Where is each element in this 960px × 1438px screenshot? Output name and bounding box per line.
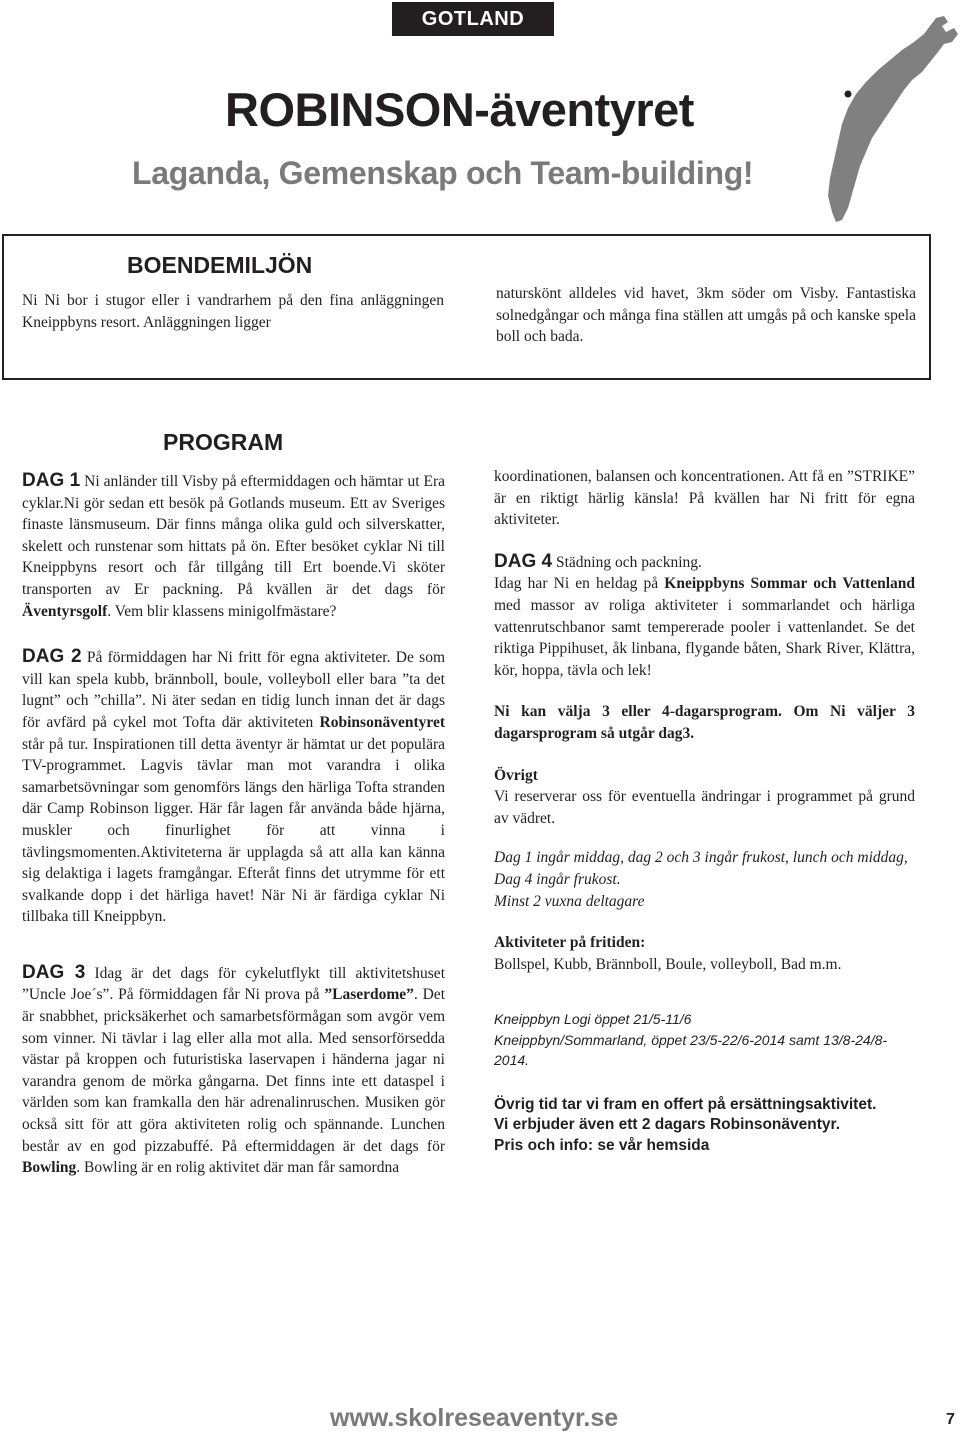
day3-text-end: . Bowling är en rolig aktivitet där man får samordna <box>76 1159 400 1177</box>
day4-text-end: med massor av roliga aktiviteter i sommarlandet och härliga vattenrutschbanor samt tempererade pooler i vattenlandet. Se det riktiga Pippihuset, åk linbana, flygande båten, Shark River, Klättra, kör, hoppa, tävla och lek! <box>494 596 915 679</box>
day4-text: Idag har Ni en heldag på <box>494 575 665 593</box>
day3-text-mid: . Det är snabbhet, pricksäkerhet och samarbetsförmågan som avgör vem som vinner. Ni tävlar i lag eller alla mot alla. Med sensorförsedda västar på kroppen och futuristiska laservapen i händerna jagar ni varandra genom de mörka gångarna. Det finns inte ett dataspel i världen som kan framkalla den här adrenalinruschen. Musiken gör också sitt för att göra aktiviteten rolig och spännande. Lunchen består av en god pizzabuffé. På eftermiddagen är det dags för <box>22 986 445 1155</box>
day1-text: Ni anländer till Visby på eftermiddagen och hämtar ut Era cyklar.Ni gör sedan ett besök på Gotlands museum. Ett av Sveriges finaste länsmuseum. Där finns många olika guld och silverskatter, skelett och runstenar som hittats på ön. Efter besöket cyklar Ni till Kneippbyns resort och får tillgång till Ert boende.Vi sköter transporten av Er packning. På kvällen är det dags för <box>22 473 445 598</box>
other-text: Vi reserverar oss för eventuella ändringar i programmet på grund av vädret. <box>494 788 915 827</box>
offer-line-3: Pris och info: se vår hemsida <box>494 1136 710 1154</box>
day3-highlight2: Bowling <box>22 1159 77 1177</box>
offer-line-2: Vi erbjuder även ett 2 dagars Robinsonäventyr. <box>494 1116 840 1134</box>
page-number: 7 <box>946 1411 955 1428</box>
gotland-island-map-icon <box>826 14 960 224</box>
leisure-text: Bollspel, Kubb, Brännboll, Boule, volleyboll, Bad m.m. <box>494 955 842 973</box>
dates-line-2: Kneippbyn/Sommarland, öppet 23/5-22/6-2014 samt 13/8-24/8-2014. <box>494 1031 888 1069</box>
day2-label: DAG 2 <box>22 646 82 668</box>
meals-note: Dag 1 ingår middag, dag 2 och 3 ingår frukost, lunch och middag, Dag 4 ingår frukost. <box>494 849 908 888</box>
region-tag: GOTLAND <box>392 2 554 36</box>
day3-label: DAG 3 <box>22 961 86 983</box>
day2-text-end: står på tur. Inspirationen till detta äventyr är hämtat ur det populära TV-programmet. Lagvis tävlar man mot varandra i olika samarbetsövningar som genomförs längs den härliga Tofta stranden där Camp Robinson ligger. Här får lagen får använda både hjärna, muskler och finurlighet för att vinna i tävlingsmomenten.Aktiviteterna är upplagda så att alla kan känna sig delaktiga i lagets framgångar. Efteråt finns det utrymme för ett svalkande dopp i det härliga havet! När Ni är färdiga cyklar Ni tillbaka till Kneippbyn. <box>22 735 445 926</box>
page-title: ROBINSON-äventyret <box>225 83 694 136</box>
day4-intro: Städning och packning. <box>552 553 702 571</box>
day4-highlight: Kneippbyns Sommar och Vattenland <box>664 575 915 593</box>
day3-highlight: ”Laserdome” <box>324 986 414 1004</box>
accommodation-heading: BOENDEMILJÖN <box>127 252 313 278</box>
accommodation-text-right: naturskönt alldeles vid havet, 3km söder om Visby. Fantastiska solnedgångar och många fina ställen att umgås på och kanske spela boll och bada. <box>496 285 916 345</box>
day4-paragraph <box>494 551 915 682</box>
leisure-heading: Aktiviteter på fritiden: <box>494 934 646 952</box>
day1-highlight: Äventyrsgolf <box>22 602 108 620</box>
accommodation-text-left: Ni Ni bor i stugor eller i vandrarhem på den fina anläggningen Kneippbyns resort. Anläggningen ligger <box>22 292 444 331</box>
day1-paragraph <box>22 470 445 622</box>
day3-text: Idag är det dags för cykelutflykt till aktivitetshuset ”Uncle Joe´s”. På förmiddagen får Ni prova på <box>22 964 445 1004</box>
program-column-right <box>494 466 915 1156</box>
day1-label: DAG 1 <box>22 470 81 491</box>
program-column-left <box>22 470 445 1179</box>
dates-line-1: Kneippbyn Logi öppet 21/5-11/6 <box>494 1011 692 1028</box>
page-subtitle: Laganda, Gemenskap och Team-building! <box>132 155 754 191</box>
day2-text: På förmiddagen har Ni fritt för egna aktiviteter. De som vill kan spela kubb, brännboll, boule, volleyboll eller bara ”ta det lugnt” och ”chilla”. Ni äter sedan en tidig lunch innan det är dags för avfärd på cykel mot Tofta där aktiviteten <box>22 649 445 731</box>
program-choice-note: Ni kan välja 3 eller 4-dagarsprogram. Om Ni väljer 3 dagarsprogram så utgår dag3. <box>494 703 915 742</box>
offer-line-1: Övrig tid tar vi fram en offert på ersättningsaktivitet. <box>494 1095 877 1113</box>
day4-label: DAG 4 <box>494 550 553 572</box>
program-heading: PROGRAM <box>163 429 284 455</box>
other-heading: Övrigt <box>494 766 538 784</box>
day3-continuation: koordinationen, balansen och koncentrationen. Att få en ”STRIKE” är en riktigt härlig känsla! På kvällen har Ni fritt för egna aktiviteter. <box>494 468 915 529</box>
day3-paragraph <box>22 962 445 1179</box>
day1-text-end: . Vem blir klassens minigolfmästare? <box>107 602 337 620</box>
day2-paragraph <box>22 646 445 928</box>
day2-highlight: Robinsonäventyret <box>319 713 445 731</box>
website-link[interactable]: www.skolreseaventyr.se <box>330 1404 619 1432</box>
min-adults-note: Minst 2 vuxna deltagare <box>494 892 645 910</box>
